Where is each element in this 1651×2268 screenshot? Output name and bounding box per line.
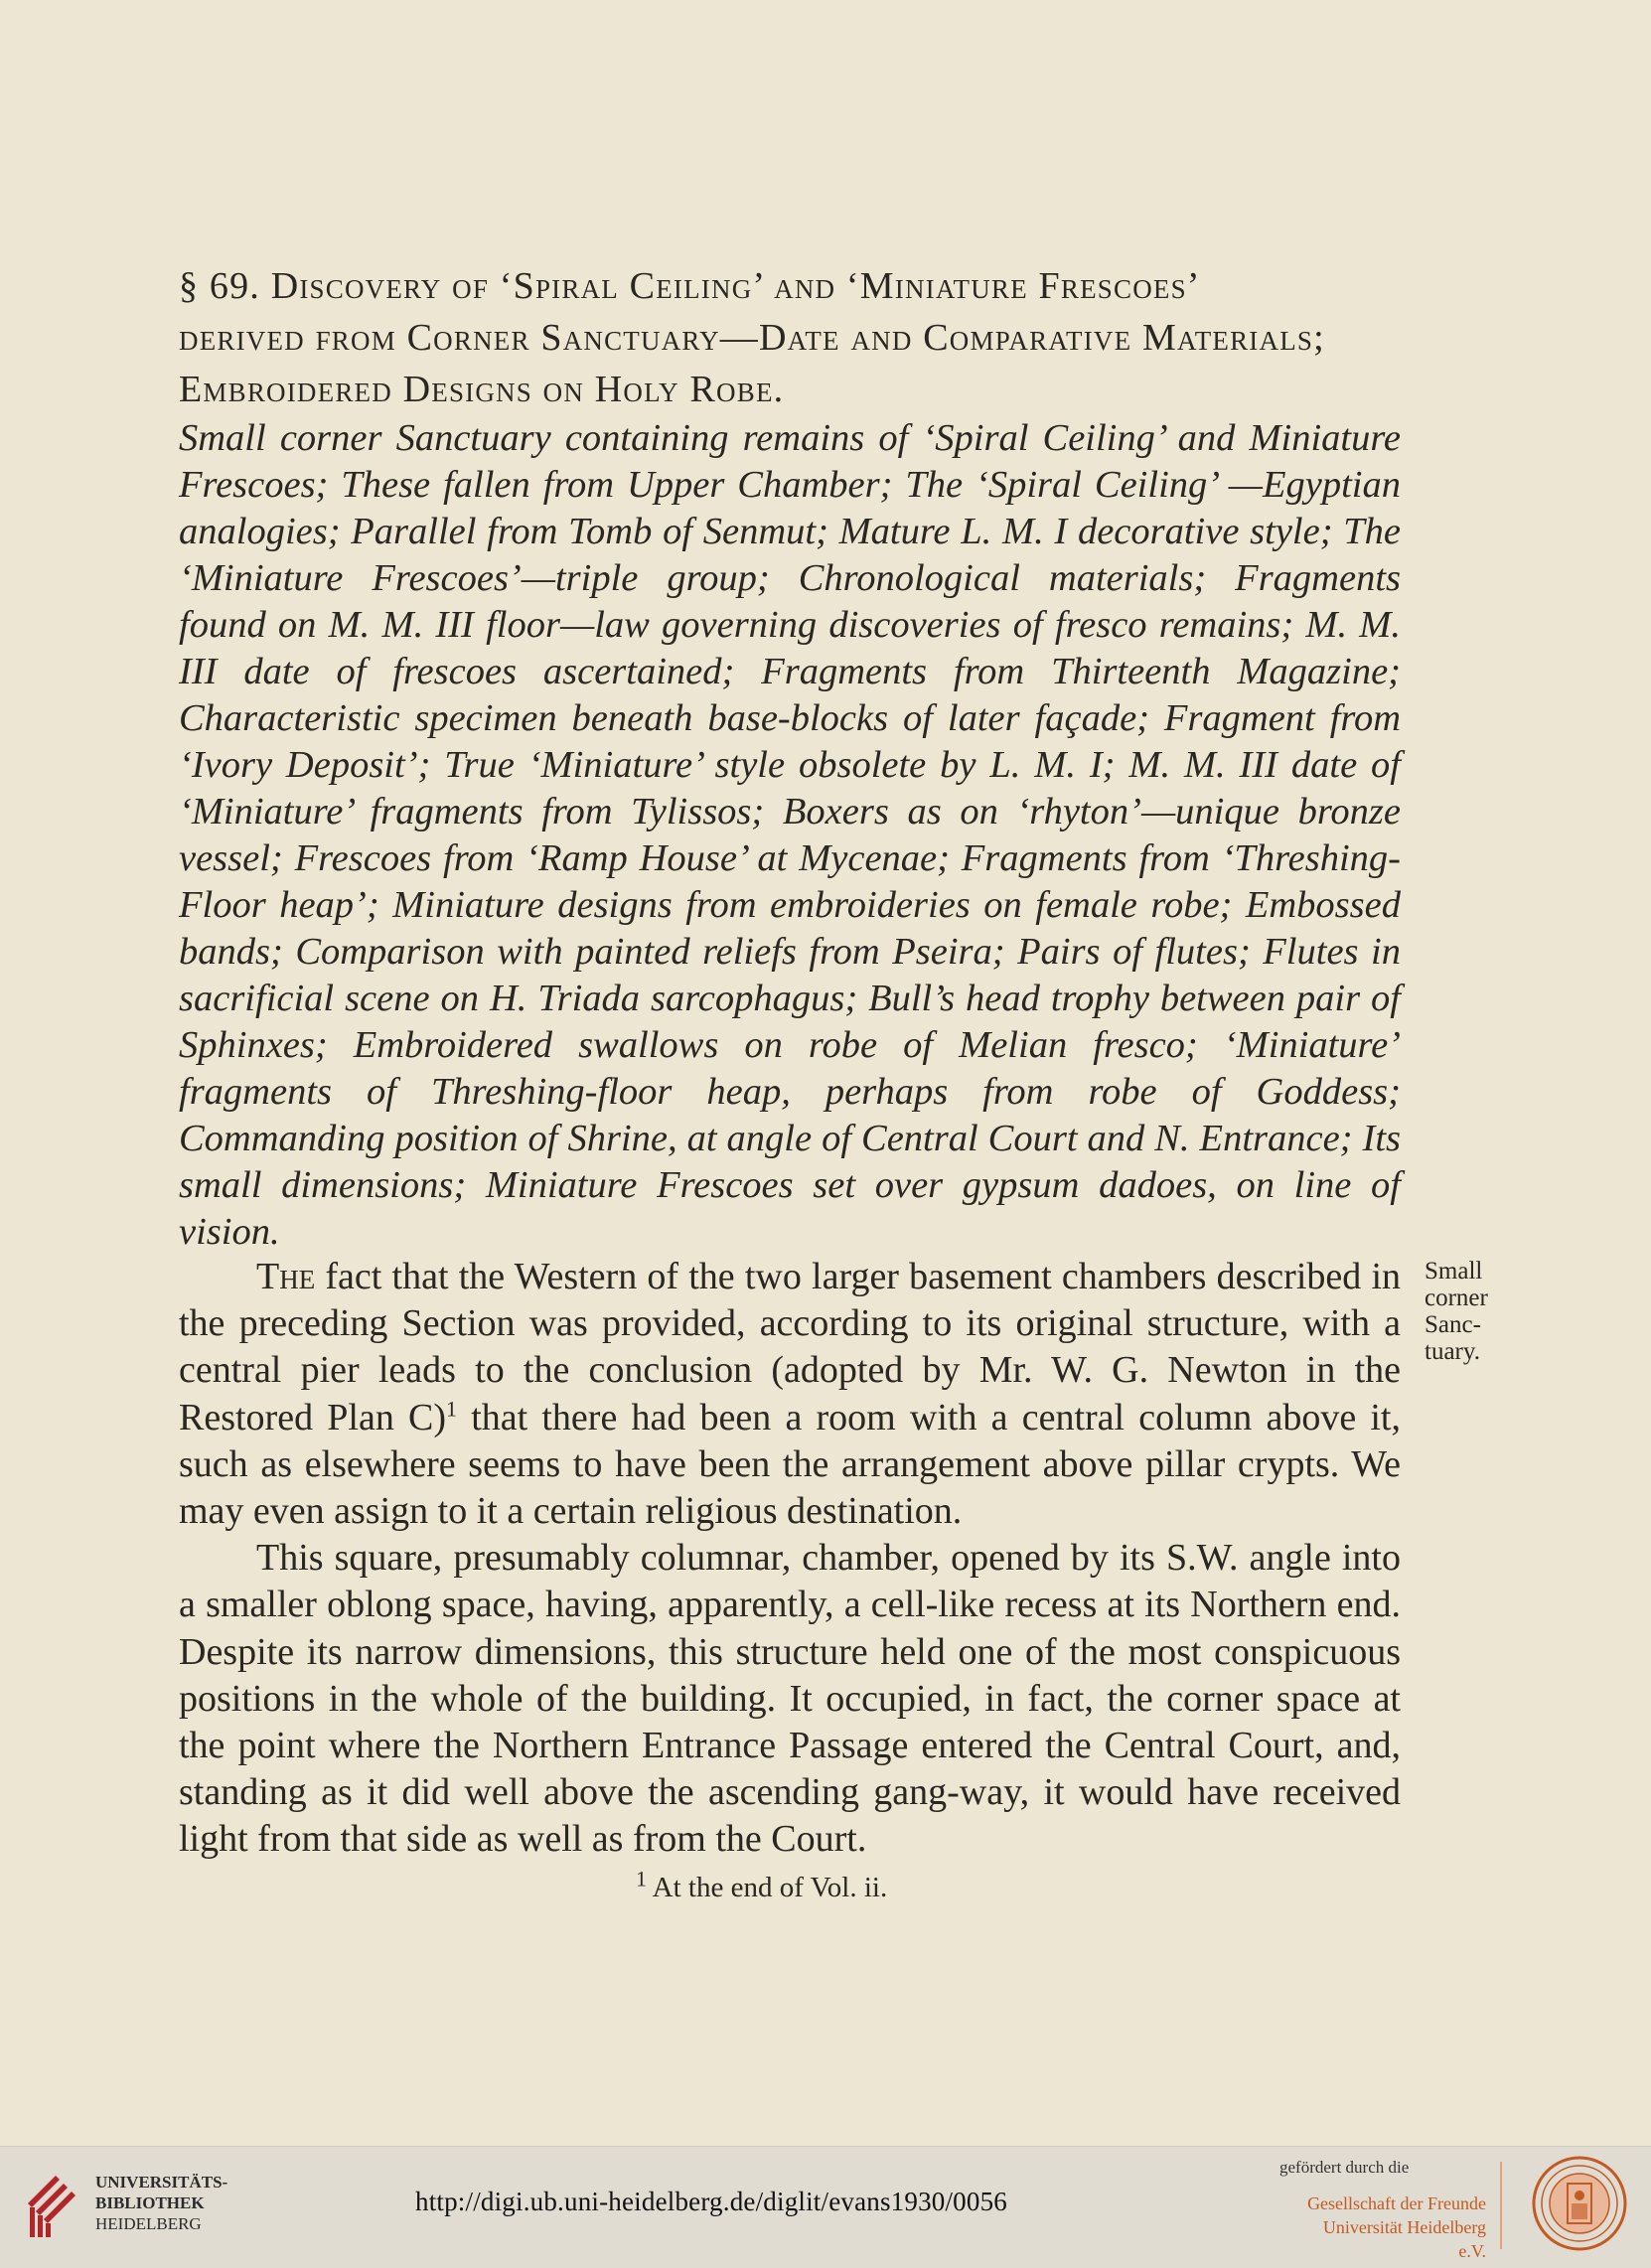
- body-text: [179, 1254, 1401, 1864]
- margin-note: [1425, 1258, 1544, 1365]
- paragraph-text: fact that the Western of the two larger basement chambers described in the preceding Section was provided, according to its original structure, with a central pier leads to the conclusion (adopted by Mr. W. G. Newton in the Restored Plan C): [179, 1256, 1401, 1438]
- library-name-line: UNIVERSITÄTS-: [95, 2173, 228, 2192]
- paragraph-lead: The: [256, 1256, 316, 1297]
- margin-note-line: Sanc-: [1425, 1311, 1481, 1338]
- heading-line: § 69. Discovery of ‘Spiral Ceiling’ and ‘Miniature Frescoes’: [179, 265, 1201, 307]
- society-name-line: Gesellschaft der Freunde: [1307, 2193, 1486, 2213]
- funded-by-label: gefördert durch die: [1279, 2158, 1410, 2177]
- university-seal-icon: [1530, 2154, 1629, 2253]
- footnote-ref: 1: [446, 1395, 458, 1421]
- society-name: [1291, 2192, 1486, 2263]
- library-name-line: HEIDELBERG: [95, 2214, 202, 2233]
- margin-note-line: tuary.: [1425, 1338, 1480, 1365]
- library-name: [95, 2172, 227, 2234]
- society-name-line: Universität Heidelberg e.V.: [1322, 2217, 1486, 2261]
- heading-line: derived from Corner Sanctuary—Date and Comparative Materials;: [179, 317, 1325, 359]
- margin-note-line: corner: [1425, 1285, 1488, 1311]
- margin-note-line: Small: [1425, 1258, 1483, 1285]
- paragraph: [179, 1254, 1401, 1535]
- library-logo-icon: [22, 2164, 87, 2241]
- heading-line: Embroidered Designs on Holy Robe.: [179, 369, 785, 410]
- footnote-text: At the end of Vol. ii.: [647, 1872, 888, 1903]
- section-heading: [179, 260, 1401, 415]
- footnote: [636, 1866, 888, 1904]
- paragraph-text: that there had been a room with a central column above it, such as elsewhere seems to have been the arrangement above pillar crypts. We may even assign to it a certain religious destination.: [179, 1396, 1401, 1533]
- paragraph: This square, presumably columnar, chamber, opened by its S.W. angle into a smaller oblong space, having, apparently, a cell-like recess at its Northern end. Despite its narrow dimensions, this structure held one of the most conspicuous positions in the whole of the building. It occupied, in fact, the corner space at the point where the Northern Entrance Passage entered the Central Court, and, standing as it did well above the ascending gang-way, it would have received light from that side as well as from the Court.: [179, 1537, 1401, 1861]
- footer-divider: [1500, 2162, 1502, 2249]
- footnote-mark: 1: [636, 1866, 647, 1891]
- permalink[interactable]: http://digi.ub.uni-heidelberg.de/diglit/evans1930/0056: [415, 2187, 1007, 2216]
- section-summary: Small corner Sanctuary containing remains of ‘Spiral Ceiling’ and Miniature Frescoes; These fallen from Upper Chamber; The ‘Spiral Ceiling’ —Egyptian analogies; Parallel from Tomb of Senmut; Mature L. M. I decorative style; The ‘Miniature Frescoes’—triple group; Chronological materials; Fragments found on M. M. III floor—law governing discoveries of fresco remains; M. M. III date of frescoes ascertained; Fragments from Thirteenth Magazine; Characteristic specimen beneath base-blocks of later façade; Fragment from ‘Ivory Deposit’; True ‘Miniature’ style obsolete by L. M. I; M. M. III date of ‘Miniature’ fragments from Tylissos; Boxers as on ‘rhyton’—unique bronze vessel; Frescoes from ‘Ramp House’ at Mycenae; Fragments from ‘Threshing-Floor heap’; Miniature designs from embroideries on female robe; Embossed bands; Comparison with painted reliefs from Pseira; Pairs of flutes; Flutes in sacrificial scene on H. Triada sarcophagus; Bull’s head trophy between pair of Sphinxes; Embroidered swallows on robe of Melian fresco; ‘Miniature’ fragments of Threshing-floor heap, perhaps from robe of Goddess; Commanding position of Shrine, at angle of Central Court and N. Entrance; Its small dimensions; Miniature Frescoes set over gypsum dadoes, on line of vision.: [179, 417, 1401, 1253]
- library-name-line: BIBLIOTHEK: [95, 2193, 205, 2212]
